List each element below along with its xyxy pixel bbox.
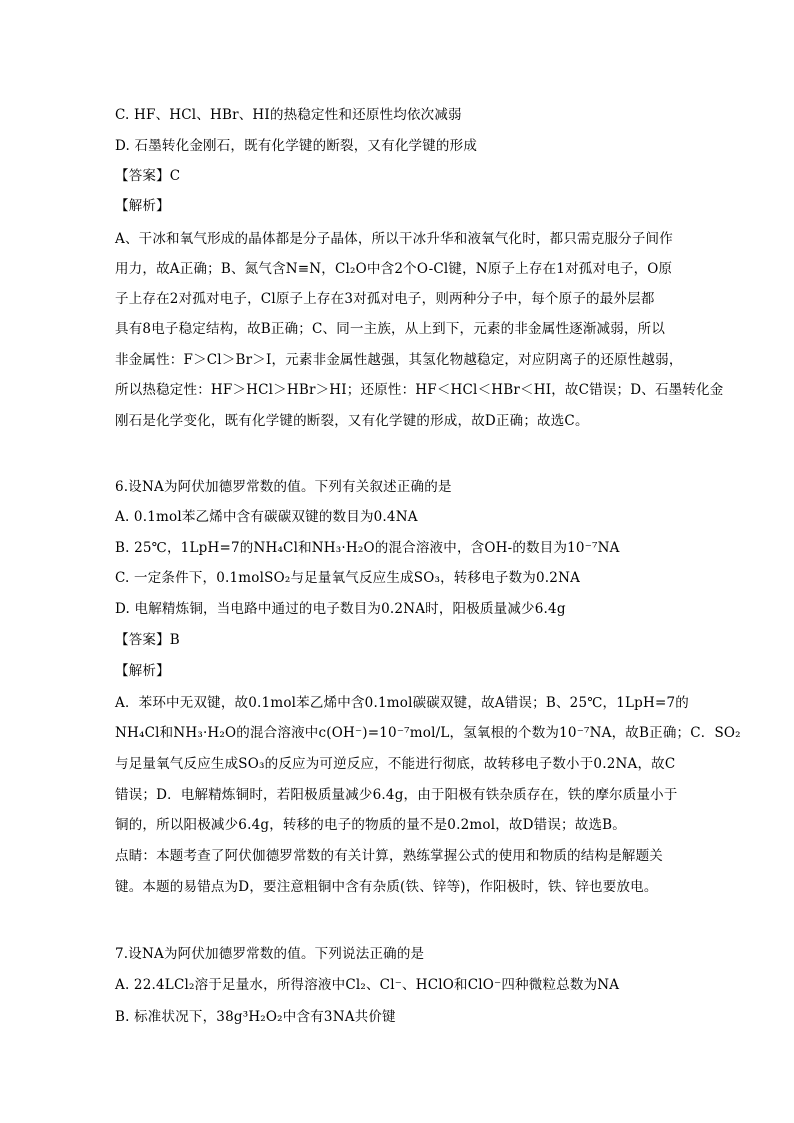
q6-analysis-line: NH₄Cl和NH₃·H₂O的混合溶液中c(OH⁻)=10⁻⁷mol/L，氢氧根的个数为10⁻⁷NA，故B正确；C．SO₂ <box>115 725 741 741</box>
q5-analysis-line: 用力，故A正确；B、氮气含N≡N，Cl₂O中含2个O-Cl键，N原子上存在1对孤对电子，O原 <box>115 261 673 277</box>
q5-analysis-label: 【解析】 <box>115 198 170 214</box>
q6-analysis-line: A．苯环中无双键，故0.1mol苯乙烯中含0.1mol碳碳双键，故A错误；B、25℃，1LpH=7的 <box>115 695 689 711</box>
q5-answer: 【答案】C <box>115 168 181 184</box>
q5-analysis-line: 刚石是化学变化，既有化学键的断裂，又有化学键的形成，故D正确；故选C。 <box>115 413 589 429</box>
q6-analysis-line: 铜的，所以阳极减少6.4g，转移的电子的物质的量不是0.2mol，故D错误；故选B。 <box>115 817 626 833</box>
q7-option-b: B. 标准状况下，38g³H₂O₂中含有3NA共价键 <box>115 1009 396 1025</box>
q6-tip-line: 点睛：本题考查了阿伏伽德罗常数的有关计算，熟练掌握公式的使用和物质的结构是解题关 <box>115 848 663 864</box>
q6-option-c: C. 一定条件下，0.1molSO₂与足量氧气反应生成SO₃，转移电子数为0.2NA <box>115 570 581 586</box>
q5-analysis-line: A、干冰和氧气形成的晶体都是分子晶体，所以干冰升华和液氧气化时，都只需克服分子间作 <box>115 231 673 247</box>
q6-tip-line: 键。本题的易错点为D，要注意粗铜中含有杂质(铁、锌等)，作阳极时，铁、锌也要放电。 <box>115 879 658 895</box>
q5-analysis-line: 非金属性：F＞Cl＞Br＞I，元素非金属性越强，其氢化物越稳定，对应阴离子的还原性越弱， <box>115 352 683 368</box>
q6-stem: 6.设NA为阿伏加德罗常数的值。下列有关叙述正确的是 <box>115 479 452 495</box>
option-d-prev: D. 石墨转化金刚石，既有化学键的断裂，又有化学键的形成 <box>115 138 478 154</box>
q6-option-d: D. 电解精炼铜，当电路中通过的电子数目为0.2NA时，阳极质量减少6.4g <box>115 601 566 617</box>
q5-analysis-line: 所以热稳定性：HF＞HCl＞HBr＞HI；还原性：HF＜HCl＜HBr＜HI，故C错误；D、石墨转化金 <box>115 382 724 398</box>
q5-analysis-line: 子上存在2对孤对电子，Cl原子上存在3对孤对电子，则两种分子中，每个原子的最外层都 <box>115 291 655 307</box>
q6-answer: 【答案】B <box>115 632 180 648</box>
q6-option-a: A. 0.1mol苯乙烯中含有碳碳双键的数目为0.4NA <box>115 509 418 525</box>
option-c-prev: C. HF、HCl、HBr、HI的热稳定性和还原性均依次减弱 <box>115 107 462 123</box>
q5-analysis-line: 具有8电子稳定结构，故B正确；C、同一主族，从上到下，元素的非金属性逐渐减弱，所以 <box>115 321 666 337</box>
q6-analysis-label: 【解析】 <box>115 663 170 679</box>
q6-analysis-line: 与足量氧气反应生成SO₃的反应为可逆反应，不能进行彻底，故转移电子数小于0.2NA，故C <box>115 756 676 772</box>
q7-stem: 7.设NA为阿伏加德罗常数的值。下列说法正确的是 <box>115 946 425 962</box>
q6-analysis-line: 错误；D．电解精炼铜时，若阳极质量减少6.4g，由于阳极有铁杂质存在，铁的摩尔质量小于 <box>115 787 678 803</box>
q6-option-b: B. 25℃，1LpH=7的NH₄Cl和NH₃·H₂O的混合溶液中，含OH-的数目为10⁻⁷NA <box>115 540 620 556</box>
q7-option-a: A. 22.4LCl₂溶于足量水，所得溶液中Cl₂、Cl⁻、HClO和ClO⁻四种微粒总数为NA <box>115 977 620 993</box>
